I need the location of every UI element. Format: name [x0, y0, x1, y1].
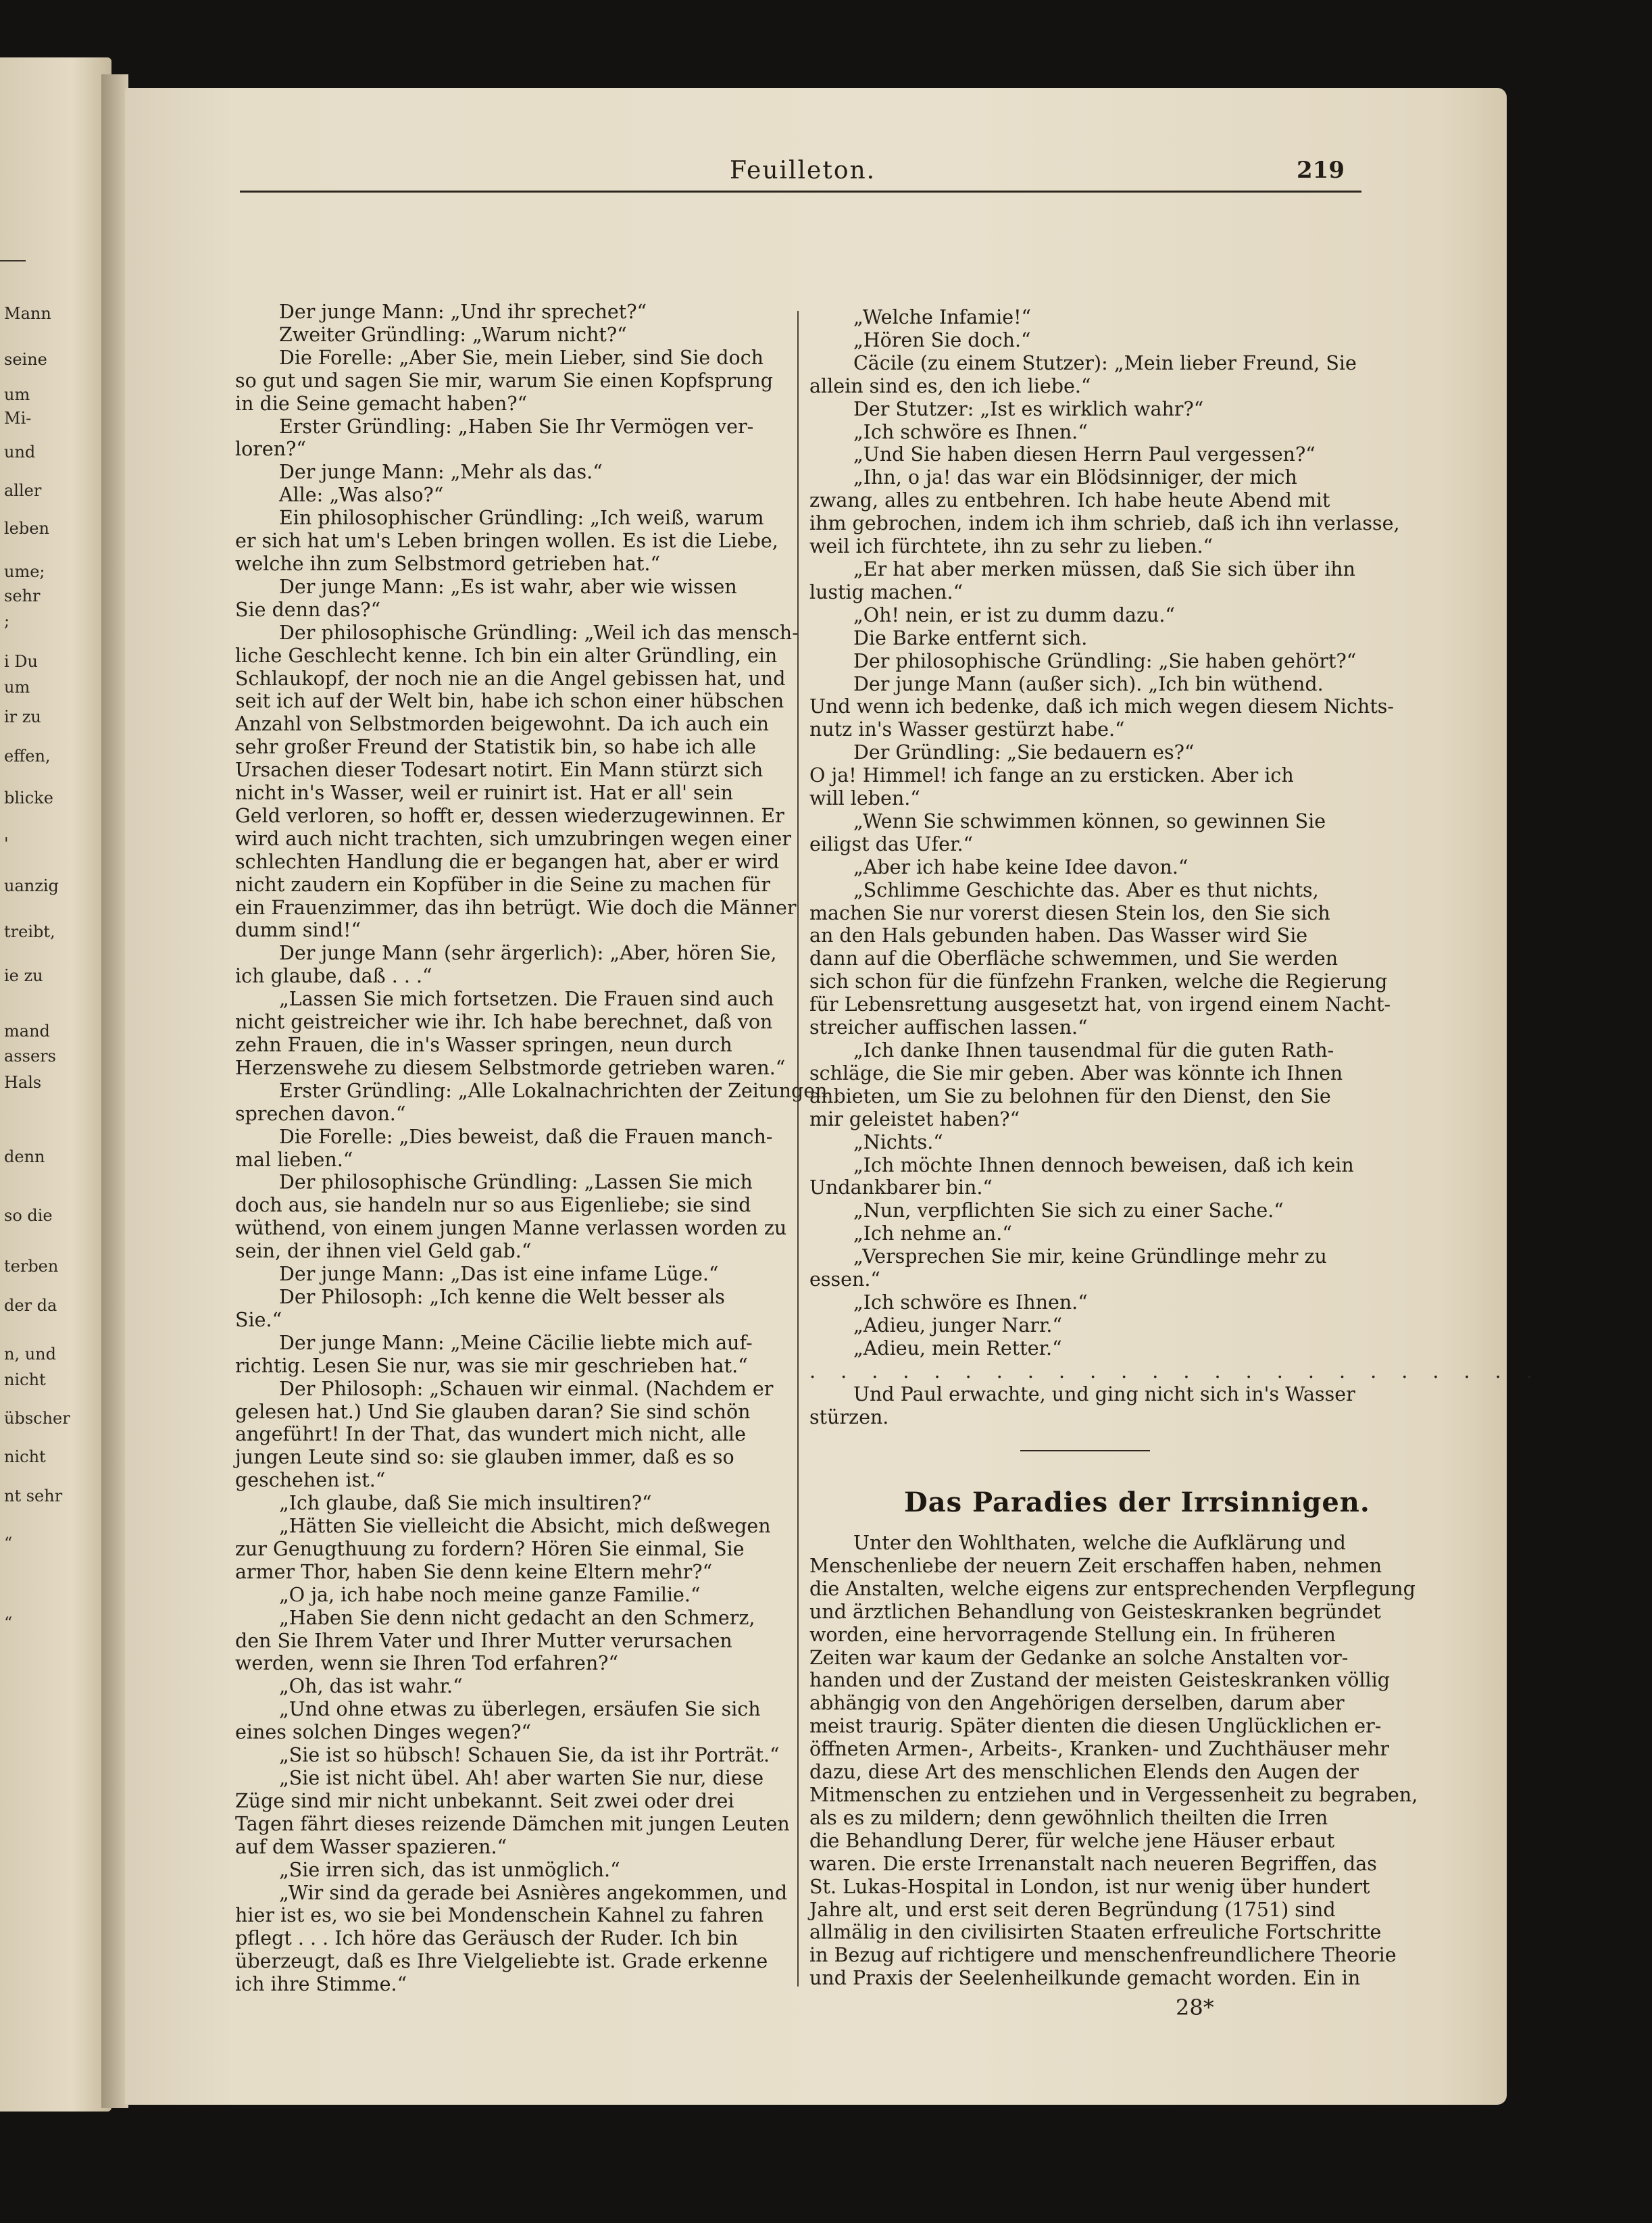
text-line: Schlaukopf, der noch nie an die Angel gebissen hat, und: [235, 667, 786, 690]
text-line: mal lieben.“: [235, 1148, 353, 1171]
previous-page-fragment: Hals: [4, 1073, 42, 1092]
text-line: wüthend, von einem jungen Manne verlassen worden zu: [235, 1217, 787, 1240]
text-line: „Schlimme Geschichte das. Aber es thut nichts,: [853, 878, 1319, 901]
text-line: „Nichts.“: [853, 1130, 943, 1153]
previous-page-fragment: blicke: [4, 789, 53, 807]
text-line: streicher auffischen lassen.“: [809, 1016, 1088, 1039]
text-line: Der philosophische Gründling: „Lassen Sie mich: [279, 1171, 753, 1194]
text-line: Alle: „Was also?“: [279, 484, 444, 507]
text-line: er sich hat um's Leben bringen wollen. Es ist die Liebe,: [235, 530, 778, 553]
text-line: Cäcile (zu einem Stutzer): „Mein lieber Freund, Sie: [853, 351, 1357, 374]
text-line: „Hätten Sie vielleicht die Absicht, mich deßwegen: [279, 1515, 771, 1538]
previous-page-fragment: ': [4, 834, 9, 853]
text-line: „Ich nehme an.“: [853, 1222, 1012, 1245]
text-line: nicht in's Wasser, weil er ruinirt ist. Hat er all' sein: [235, 782, 733, 805]
text-line: abhängig von den Angehörigen derselben, darum aber: [809, 1692, 1345, 1715]
text-line: Tagen fährt dieses reizende Dämchen mit jungen Leuten: [235, 1812, 790, 1835]
text-line: pflegt . . . Ich höre das Geräusch der Ruder. Ich bin: [235, 1927, 739, 1950]
text-line: Der Gründling: „Sie bedauern es?“: [853, 741, 1195, 764]
text-line: „Ich glaube, daß Sie mich insultiren?“: [279, 1492, 652, 1515]
text-line: „Lassen Sie mich fortsetzen. Die Frauen sind auch: [279, 988, 774, 1011]
text-line: „Ich möchte Ihnen dennoch beweisen, daß ich kein: [853, 1153, 1354, 1176]
text-line: jungen Leute sind so: sie glauben immer, daß es so: [235, 1446, 734, 1469]
text-line: die Behandlung Derer, für welche jene Häuser erbaut: [809, 1829, 1335, 1852]
text-line: Die Barke entfernt sich.: [853, 626, 1088, 649]
previous-page-fragment: Mann: [4, 304, 51, 323]
previous-page-fragment: nicht: [4, 1370, 46, 1389]
text-line: sich schon für die fünfzehn Franken, welche die Regierung: [809, 970, 1388, 993]
previous-page-fragment: mand: [4, 1022, 50, 1041]
text-line: an den Hals gebunden haben. Das Wasser wird Sie: [809, 924, 1308, 947]
text-line: loren?“: [235, 438, 306, 461]
text-line: lustig machen.“: [809, 580, 963, 603]
text-line: „Wenn Sie schwimmen können, so gewinnen Sie: [853, 809, 1326, 832]
text-line: Der junge Mann (sehr ärgerlich): „Aber, hören Sie,: [279, 942, 777, 965]
text-line: Zeiten war kaum der Gedanke an solche Anstalten vor-: [809, 1646, 1349, 1669]
text-line: weil ich fürchtete, ihn zu sehr zu lieben.“: [809, 535, 1213, 558]
previous-page-fragment: nt sehr: [4, 1487, 63, 1505]
text-line: „Haben Sie denn nicht gedacht an den Schmerz,: [279, 1606, 755, 1629]
text-line: Der junge Mann: „Und ihr sprechet?“: [279, 301, 647, 323]
text-line: handen und der Zustand der meisten Geisteskranken völlig: [809, 1669, 1391, 1692]
text-line: seit ich auf der Welt bin, habe ich schon einer hübschen: [235, 690, 784, 713]
text-line: sehr großer Freund der Statistik bin, so habe ich alle: [235, 736, 757, 759]
previous-page-fragment: und: [4, 443, 36, 461]
text-line: „Welche Infamie!“: [853, 306, 1032, 328]
text-line: Undankbarer bin.“: [809, 1176, 993, 1199]
text-line: „Oh, das ist wahr.“: [279, 1675, 463, 1698]
text-line: Die Forelle: „Dies beweist, daß die Frauen manch-: [279, 1125, 773, 1148]
previous-page-fragment: ume;: [4, 562, 45, 581]
text-line: Der junge Mann: „Es ist wahr, aber wie wissen: [279, 575, 737, 598]
text-line: eines solchen Dinges wegen?“: [235, 1721, 532, 1744]
text-line: werden, wenn sie Ihren Tod erfahren?“: [235, 1652, 619, 1675]
previous-page-fragment: treibt,: [4, 922, 55, 941]
text-line: „Sie ist nicht übel. Ah! aber warten Sie nur, diese: [279, 1767, 764, 1789]
text-line: worden, eine hervorragende Stellung ein. In früheren: [809, 1623, 1336, 1646]
text-line: wird auch nicht trachten, sich umzubringen wegen einer: [235, 827, 791, 850]
previous-page-fragment: i Du: [4, 652, 39, 671]
text-line: Ein philosophischer Gründling: „Ich weiß, warum: [279, 507, 764, 530]
text-line: Der junge Mann: „Mehr als das.“: [279, 461, 603, 484]
text-line: „Nun, verpflichten Sie sich zu einer Sache.“: [853, 1199, 1284, 1222]
previous-page-fragment: assers: [4, 1047, 56, 1066]
left-column: [235, 301, 828, 1996]
previous-page-fragment: Mi-: [4, 409, 32, 428]
text-line: eiligst das Ufer.“: [809, 832, 974, 855]
text-line: allein sind es, den ich liebe.“: [809, 374, 1091, 397]
text-line: schläge, die Sie mir geben. Aber was könnte ich Ihnen: [809, 1061, 1343, 1084]
text-line: „Sie irren sich, das ist unmöglich.“: [279, 1858, 620, 1881]
previous-page-fragment: seine: [4, 350, 47, 369]
text-line: Und wenn ich bedenke, daß ich mich wegen diesem Nichts-: [809, 695, 1395, 718]
text-line: Menschenliebe der neuern Zeit erschaffen haben, nehmen: [809, 1554, 1382, 1577]
text-line: Geld verloren, so hofft er, dessen wiederzugewinnen. Er: [235, 804, 784, 827]
previous-page-fragment: “: [4, 1534, 13, 1553]
text-line: als es zu mildern; denn gewöhnlich theilten die Irren: [809, 1806, 1328, 1829]
text-line: nutz in's Wasser gestürzt habe.“: [809, 718, 1125, 741]
text-line: Herzenswehe zu diesem Selbstmorde getrieben waren.“: [235, 1056, 786, 1079]
text-line: „Ihn, o ja! das war ein Blödsinniger, der mich: [853, 466, 1297, 489]
text-line: „Ich schwöre es Ihnen.“: [853, 1291, 1088, 1314]
text-line: ihm gebrochen, indem ich ihm schrieb, daß ich ihn verlasse,: [809, 512, 1400, 535]
previous-page-fragment: effen,: [4, 747, 51, 766]
text-line: zwang, alles zu entbehren. Ich habe heute Abend mit: [809, 489, 1330, 512]
previous-page-fragment: aller: [4, 481, 42, 500]
text-line: armer Thor, haben Sie denn keine Eltern mehr?“: [235, 1560, 713, 1583]
previous-page-fragment: n, und: [4, 1345, 56, 1364]
previous-page-fragment: uanzig: [4, 876, 59, 895]
article-heading: Das Paradies der Irrsinnigen.: [904, 1487, 1370, 1518]
text-line: dumm sind!“: [235, 919, 361, 942]
text-line: Ursachen dieser Todesart notirt. Ein Mann stürzt sich: [235, 759, 764, 782]
book-gutter: [101, 74, 128, 2108]
running-title: Feuilleton.: [730, 157, 876, 184]
text-line: „Adieu, junger Narr.“: [853, 1314, 1063, 1337]
previous-page-fragment: um: [4, 678, 30, 697]
text-line: hier ist es, wo sie bei Mondenschein Kahnel zu fahren: [235, 1904, 764, 1927]
text-line: „Und ohne etwas zu überlegen, ersäufen Sie sich: [279, 1698, 761, 1721]
previous-page-header-rule: [0, 260, 26, 261]
text-line: machen Sie nur vorerst diesen Stein los, den Sie sich: [809, 901, 1330, 924]
text-line: doch aus, sie handeln nur so aus Eigenliebe; sie sind: [235, 1194, 751, 1217]
text-line: Der Philosoph: „Ich kenne die Welt besser als: [279, 1285, 725, 1308]
text-line: Erster Gründling: „Haben Sie Ihr Vermögen ver-: [279, 415, 754, 438]
previous-page-fragment: übscher: [4, 1409, 70, 1428]
text-line: essen.“: [809, 1268, 880, 1291]
text-line: O ja! Himmel! ich fange an zu ersticken. Aber ich: [809, 764, 1294, 787]
text-line: für Lebensrettung ausgesetzt hat, von irgend einem Nacht-: [809, 993, 1391, 1016]
previous-page-fragment: sehr: [4, 586, 41, 605]
text-line: Der philosophische Gründling: „Sie haben gehört?“: [853, 649, 1357, 672]
text-line: angeführt! In der That, das wundert mich nicht, alle: [235, 1423, 746, 1446]
header-rule: [240, 191, 1361, 193]
previous-page-fragment: nicht: [4, 1447, 46, 1466]
text-line: welche ihn zum Selbstmord getrieben hat.“: [235, 552, 661, 575]
text-line: nicht geistreicher wie ihr. Ich habe berechnet, daß von: [235, 1011, 773, 1034]
text-line: und ärztlichen Behandlung von Geisteskranken begründet: [809, 1600, 1381, 1623]
signature-mark: 28*: [1176, 1995, 1214, 2020]
text-line: mir geleistet haben?“: [809, 1107, 1020, 1130]
text-line: gelesen hat.) Und Sie glauben daran? Sie sind schön: [235, 1400, 751, 1423]
text-line: in Bezug auf richtigere und menschenfreundlichere Theorie: [809, 1944, 1397, 1967]
text-line: stürzen.: [809, 1405, 889, 1428]
text-line: Zweiter Gründling: „Warum nicht?“: [279, 323, 627, 346]
text-line: will leben.“: [809, 787, 920, 810]
text-line: so gut und sagen Sie mir, warum Sie einen Kopfsprung: [235, 369, 773, 392]
text-line: sprechen davon.“: [235, 1102, 406, 1125]
text-line: Der Stutzer: „Ist es wirklich wahr?“: [853, 397, 1204, 420]
text-line: „Er hat aber merken müssen, daß Sie sich über ihn: [853, 557, 1355, 580]
text-line: überzeugt, daß es Ihre Vielgeliebte ist. Grade erkenne: [235, 1950, 768, 1973]
column-separator: [797, 311, 799, 1987]
text-line: „Und Sie haben diesen Herrn Paul vergessen?“: [853, 443, 1316, 466]
text-line: ein Frauenzimmer, das ihn betrügt. Wie doch die Männer: [235, 896, 797, 919]
text-line: waren. Die erste Irrenanstalt nach neueren Begriffen, das: [809, 1852, 1377, 1875]
text-line: Erster Gründling: „Alle Lokalnachrichten der Zeitungen: [279, 1079, 828, 1102]
text-line: Sie denn das?“: [235, 598, 381, 621]
text-line: Anzahl von Selbstmorden beigewohnt. Da ich auch ein: [235, 713, 769, 736]
text-line: nicht zaudern ein Kopfüber in die Seine zu machen für: [235, 873, 771, 896]
text-line: St. Lukas-Hospital in London, ist nur wenig über hundert: [809, 1875, 1370, 1898]
text-line: auf dem Wasser spazieren.“: [235, 1835, 507, 1858]
text-line: „Hören Sie doch.“: [853, 328, 1031, 351]
article-body: [809, 1532, 1418, 1990]
text-line: „Versprechen Sie mir, keine Gründlinge mehr zu: [853, 1245, 1327, 1268]
text-line: Der junge Mann: „Meine Cäcilie liebte mich auf-: [279, 1331, 753, 1354]
text-line: „Ich schwöre es Ihnen.“: [853, 420, 1088, 443]
text-line: Jahre alt, und erst seit deren Begründung (1751) sind: [809, 1898, 1336, 1921]
text-line: ich glaube, daß . . .“: [235, 965, 432, 988]
text-line: Sie.“: [235, 1308, 282, 1331]
text-line: „Ich danke Ihnen tausendmal für die guten Rath-: [853, 1039, 1334, 1061]
text-line: zur Genugthuung zu fordern? Hören Sie einmal, Sie: [235, 1537, 745, 1560]
text-line: „Aber ich habe keine Idee davon.“: [853, 855, 1188, 878]
text-line: die Anstalten, welche eigens zur entsprechenden Verpflegung: [809, 1577, 1416, 1600]
text-line: dazu, diese Art des menschlichen Elends den Augen der: [809, 1761, 1359, 1784]
previous-page-fragment: leben: [4, 519, 49, 538]
text-line: Der philosophische Gründling: „Weil ich das mensch-: [279, 621, 799, 644]
text-line: Züge sind mir nicht unbekannt. Seit zwei oder drei: [235, 1789, 734, 1812]
text-line: allmälig in den civilisirten Staaten erfreuliche Fortschritte: [809, 1921, 1382, 1944]
text-line: sein, der ihnen viel Geld gab.“: [235, 1240, 532, 1263]
text-line: Der junge Mann: „Das ist eine infame Lüge.“: [279, 1263, 719, 1286]
section-divider: [1020, 1450, 1150, 1451]
previous-page-fragment: so die: [4, 1206, 53, 1225]
text-line: den Sie Ihrem Vater und Ihrer Mutter verursachen: [235, 1629, 732, 1652]
previous-page-fragment: ie zu: [4, 966, 43, 985]
text-line: in die Seine gemacht haben?“: [235, 392, 528, 415]
previous-page-fragment: um: [4, 385, 30, 404]
text-line: liche Geschlecht kenne. Ich bin ein alter Gründling, ein: [235, 644, 778, 667]
text-line: dann auf die Oberfläche schwemmen, und Sie werden: [809, 947, 1338, 970]
text-line: . . . . . . . . . . . . . . . . . . . . . . . .: [809, 1359, 1542, 1382]
text-line: Der Philosoph: „Schauen wir einmal. (Nachdem er: [279, 1377, 774, 1400]
text-line: Die Forelle: „Aber Sie, mein Lieber, sind Sie doch: [279, 346, 764, 369]
text-line: öffneten Armen-, Arbeits-, Kranken- und Zuchthäuser mehr: [809, 1738, 1389, 1761]
text-line: „Oh! nein, er ist zu dumm dazu.“: [853, 603, 1175, 626]
text-line: ich ihre Stimme.“: [235, 1973, 407, 1996]
right-column: [809, 306, 1542, 1428]
previous-page-fragment: der da: [4, 1296, 57, 1315]
text-line: meist traurig. Später dienten die diesen Unglücklichen er-: [809, 1715, 1382, 1738]
text-line: richtig. Lesen Sie nur, was sie mir geschrieben hat.“: [235, 1354, 748, 1377]
text-line: Der junge Mann (außer sich). „Ich bin wüthend.: [853, 672, 1324, 695]
text-line: „O ja, ich habe noch meine ganze Familie.“: [279, 1583, 701, 1606]
text-line: Und Paul erwachte, und ging nicht sich in's Wasser: [853, 1382, 1355, 1405]
text-line: zehn Frauen, die in's Wasser springen, neun durch: [235, 1034, 732, 1056]
text-line: anbieten, um Sie zu belohnen für den Dienst, den Sie: [809, 1084, 1331, 1107]
text-line: und Praxis der Seelenheilkunde gemacht worden. Ein in: [809, 1967, 1361, 1990]
text-line: „Wir sind da gerade bei Asnières angekommen, und: [279, 1881, 788, 1904]
previous-page-fragment: ir zu: [4, 707, 41, 726]
previous-page-fragment: terben: [4, 1257, 59, 1276]
text-line: „Sie ist so hübsch! Schauen Sie, da ist ihr Porträt.“: [279, 1744, 780, 1767]
previous-page-fragment: denn: [4, 1147, 45, 1166]
text-line: Mitmenschen zu entziehen und in Vergessenheit zu begraben,: [809, 1783, 1418, 1806]
previous-page-edge: [0, 57, 111, 2112]
text-line: „Adieu, mein Retter.“: [853, 1337, 1062, 1359]
previous-page-fragment: “: [4, 1614, 13, 1632]
previous-page-fragment: ;: [4, 611, 10, 630]
text-line: schlechten Handlung die er begangen hat, aber er wird: [235, 850, 780, 873]
text-line: Unter den Wohlthaten, welche die Aufklärung und: [853, 1532, 1346, 1554]
page-number: 219: [1297, 157, 1345, 184]
text-line: geschehen ist.“: [235, 1469, 386, 1492]
